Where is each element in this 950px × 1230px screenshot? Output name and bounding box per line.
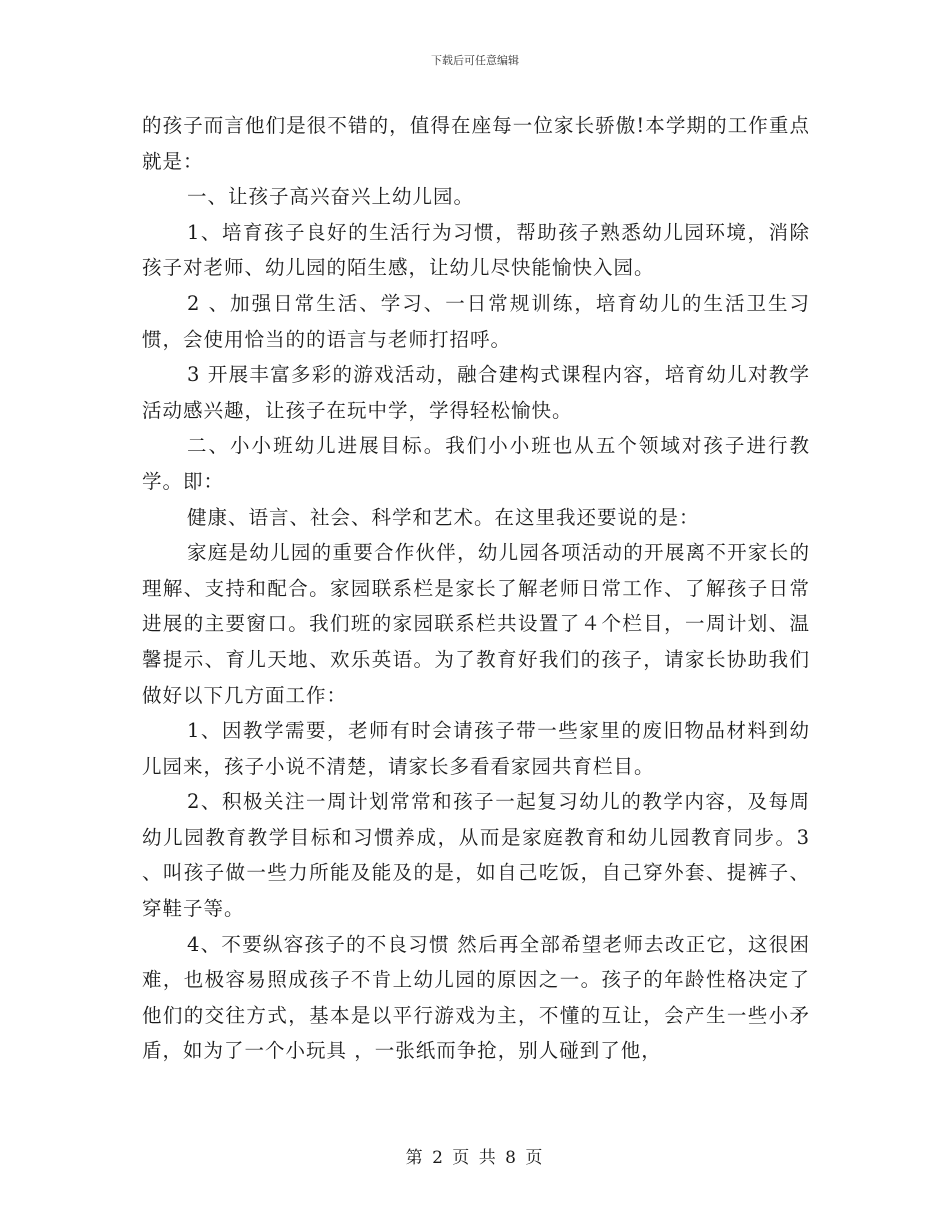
paragraph-continuation: 的孩子而言他们是很不错的，值得在座每一位家长骄傲!本学期的工作重点就是： <box>142 114 810 173</box>
section-heading-1: 一、让孩子高兴奋兴上幼儿园。 <box>187 185 475 209</box>
document-body <box>142 108 818 1069</box>
list-item-2-4: 4、不要纵容孩子的不良习惯 然后再全部希望老师去改正它，这很困难，也极容易照成孩子不肯上幼儿园的原因之一。孩子的年龄性格决定了他们的交往方式，基本是以平行游戏为主，不懂的互让，会产生一些小矛盾，如为了一个小玩具 ，一张纸而争抢，别人碰到了他， <box>142 932 810 1063</box>
list-item-1-1: 1、培育孩子良好的生活行为习惯，帮助孩子熟悉幼儿园环境，消除孩子对老师、幼儿园的陌生感，让幼儿尽快能愉快入园。 <box>142 220 810 280</box>
page-number-footer: 第 2 页 共 8 页 <box>405 1148 545 1168</box>
list-item-1-2: 2 、加强日常生活、学习、一日常规训练，培育幼儿的生活卫生习惯，会使用恰当的的语言与老师打招呼。 <box>142 291 810 351</box>
list-item-2-1: 1、因教学需要，老师有时会请孩子带一些家里的废旧物品材料到幼儿园来，孩子小说不清楚，请家长多看看家园共育栏目。 <box>142 719 810 778</box>
page-header: 下载后可任意编辑 <box>431 54 519 67</box>
family-cooperation-paragraph: 家庭是幼儿园的重要合作伙伴，幼儿园各项活动的开展离不开家长的理解、支持和配合。家园联系栏是家长了解老师日常工作、了解孩子日常进展的主要窗口。我们班的家园联系栏共设置了４个栏目，一周计划、温馨提示、育儿天地、欢乐英语。为了教育好我们的孩子，请家长协助我们做好以下几方面工作： <box>142 541 810 707</box>
domains-paragraph: 健康、语言、社会、科学和艺术。在这里我还要说的是： <box>187 505 700 529</box>
list-item-1-3: 3 开展丰富多彩的游戏活动，融合建构式课程内容，培育幼儿对教学活动感兴趣，让孩子在玩中学，学得轻松愉快。 <box>142 363 810 422</box>
list-item-2-2: 2、积极关注一周计划常常和孩子一起复习幼儿的教学内容，及每周幼儿园教育教学目标和习惯养成，从而是家庭教育和幼儿园教育同步。3 、叫孩子做一些力所能及能及的是，如自己吃饭，自己穿外套、提裤子、穿鞋子等。 <box>142 790 818 921</box>
section-heading-2: 二、小小班幼儿进展目标。我们小小班也从五个领域对孩子进行教学。即： <box>142 434 810 493</box>
